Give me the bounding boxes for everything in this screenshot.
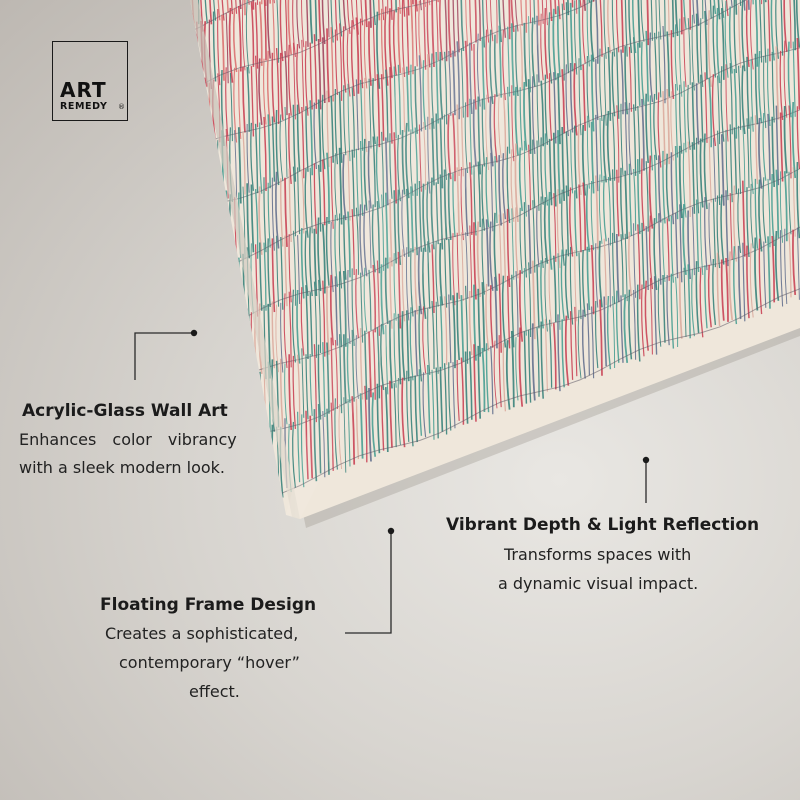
callout-vibrant-title: Vibrant Depth & Light Reflection <box>446 515 760 535</box>
callout-acrylic-title: Acrylic-Glass Wall Art <box>22 401 228 421</box>
callout-vibrant-line2: a dynamic visual impact. <box>498 574 699 593</box>
logo-text-remedy: REMEDY <box>60 101 108 112</box>
callout-vibrant-line1: Transforms spaces with <box>504 545 692 564</box>
acrylic-leader-dot <box>191 330 197 336</box>
floating-leader-dot <box>388 528 394 534</box>
callout-acrylic-line2: with a sleek modern look. <box>19 458 226 477</box>
callout-floating-title: Floating Frame Design <box>100 595 317 615</box>
callout-floating-line3: effect. <box>189 682 240 701</box>
callout-floating-line2: contemporary “hover” <box>119 653 300 672</box>
vibrant-leader-dot <box>643 457 649 463</box>
acrylic-leader-line <box>135 333 194 380</box>
registered-mark: ® <box>118 103 125 111</box>
logo-text-art: ART <box>60 78 107 102</box>
callout-floating-line1: Creates a sophisticated, <box>105 624 299 643</box>
callout-acrylic-line1: Enhances color vibrancy <box>19 430 237 449</box>
floating-leader-line <box>345 531 391 633</box>
